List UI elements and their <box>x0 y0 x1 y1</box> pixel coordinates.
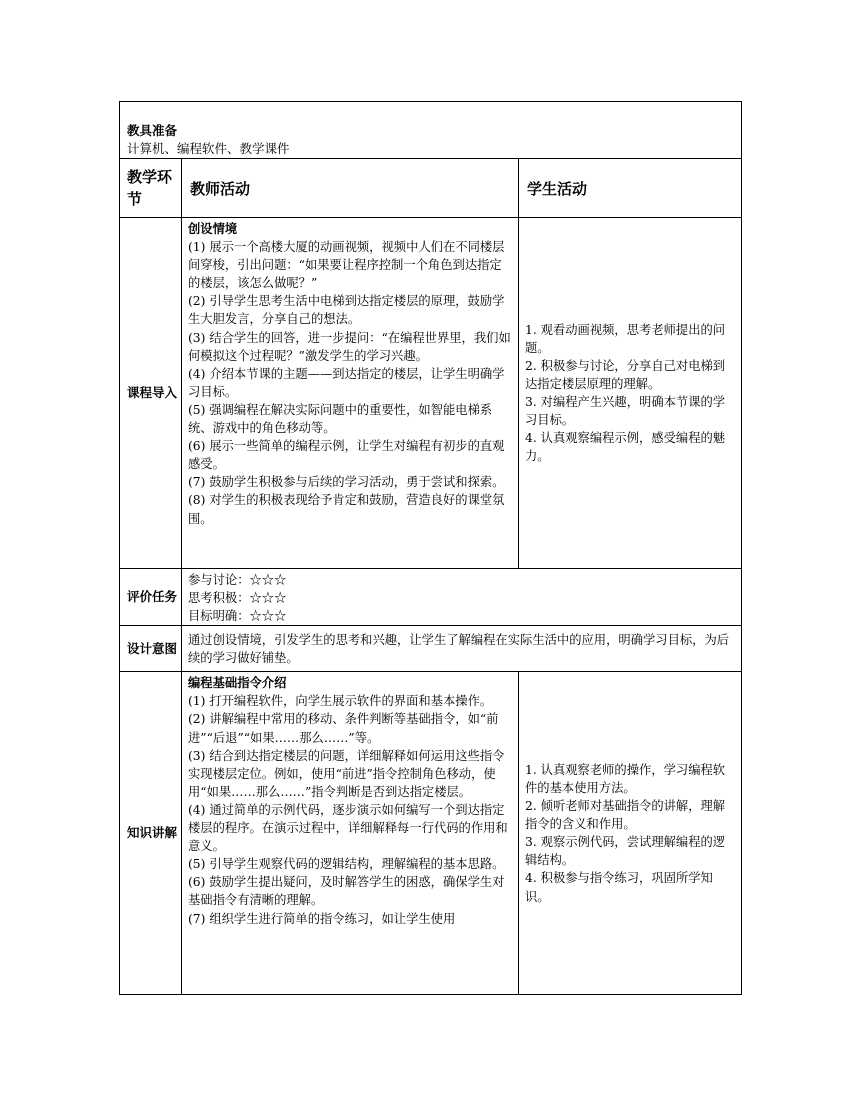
list-item: (8) 对学生的积极表现给予肯定和鼓励，营造良好的课堂氛围。 <box>188 493 505 526</box>
evaluation-cell <box>182 569 742 626</box>
list-item: (3) 结合学生的回答，进一步提问：“在编程世界里，我们如何模拟这个过程呢？”激发学生的学习兴趣。 <box>188 330 511 363</box>
list-item: 目标明确：☆☆☆ <box>188 609 287 624</box>
list-item: 1. 观看动画视频，思考老师提出的问题。 <box>525 322 726 355</box>
header-row <box>120 159 742 218</box>
list-item: (6) 展示一些简单的编程示例，让学生对编程有初步的直观感受。 <box>188 439 505 472</box>
list-item: (5) 强调编程在解决实际问题中的重要性，如智能电梯系统、游戏中的角色移动等。 <box>188 402 493 436</box>
list-item: (7) 鼓励学生积极参与后续的学习活动，勇于尝试和探索。 <box>188 475 505 490</box>
list-item: (3) 结合到达指定楼层的问题，详细解释如何运用这些指令实现楼层定位。例如，使用“前进”指令控制角色移动，使用“如果……那么……”指令判断是否到达指定楼层。 <box>188 748 505 799</box>
intro-student-cell <box>519 218 742 569</box>
design-row <box>120 626 742 672</box>
header-teacher: 教师活动 <box>182 159 519 218</box>
list-item: (7) 组织学生进行简单的指令练习，如让学生使用 <box>188 911 456 926</box>
intro-row <box>120 218 742 569</box>
lesson-plan <box>119 101 741 995</box>
list-item: 参与讨论：☆☆☆ <box>188 573 287 587</box>
evaluation-label: 评价任务 <box>120 569 182 626</box>
list-item: (6) 鼓励学生提出疑问，及时解答学生的困惑，确保学生对基础指令有清晰的理解。 <box>188 875 505 908</box>
list-item: 3. 对编程产生兴趣，明确本节课的学习目标。 <box>525 395 726 428</box>
list-item: 1. 认真观察老师的操作，学习编程软件的基本使用方法。 <box>525 762 726 795</box>
header-section: 教学环节 <box>120 159 182 218</box>
list-item: (4) 介绍本节课的主题——到达指定的楼层，让学生明确学习目标。 <box>188 366 505 399</box>
list-item: 2. 倾听老师对基础指令的讲解，理解指令的含义和作用。 <box>525 799 726 832</box>
evaluation-row <box>120 569 742 626</box>
knowledge-student-cell <box>519 672 742 995</box>
header-student: 学生活动 <box>519 159 742 218</box>
knowledge-teacher-cell <box>182 672 519 995</box>
list-item: (4) 通过简单的示例代码，逐步演示如何编写一个到达指定楼层的程序。在演示过程中，详细解释每一行代码的作用和意义。 <box>188 802 508 854</box>
intro-teacher-cell <box>182 218 519 569</box>
design-cell <box>182 626 742 672</box>
list-item: (1) 展示一个高楼大厦的动画视频，视频中人们在不同楼层间穿梭，引出问题：“如果要让程序控制一个角色到达指定的楼层，该怎么做呢？” <box>188 240 505 291</box>
list-item: 3. 观察示例代码，尝试理解编程的逻辑结构。 <box>525 835 726 868</box>
prep-content: 计算机、编程软件、教学课件 <box>127 141 290 156</box>
lesson-plan-table <box>119 101 742 995</box>
knowledge-row <box>120 672 742 995</box>
knowledge-label: 知识讲解 <box>120 672 182 995</box>
list-item: (2) 引导学生思考生活中电梯到达指定楼层的原理，鼓励学生大胆发言，分享自己的想法。 <box>188 294 505 327</box>
list-item: (5) 引导学生观察代码的逻辑结构，理解编程的基本思路。 <box>188 857 505 872</box>
design-content: 通过创设情境，引发学生的思考和兴趣，让学生了解编程在实际生活中的应用，明确学习目标，为后续的学习做好铺垫。 <box>188 633 730 666</box>
list-item: (1) 打开编程软件，向学生展示软件的界面和基本操作。 <box>188 694 493 709</box>
list-item: 4. 积极参与指令练习，巩固所学知识。 <box>525 871 713 904</box>
list-item: (2) 讲解编程中常用的移动、条件判断等基础指令，如“前进”“后退”“如果……那么……”等。 <box>188 712 499 745</box>
intro-title: 创设情境 <box>188 222 238 236</box>
prep-title: 教具准备 <box>127 123 178 138</box>
knowledge-title: 编程基础指令介绍 <box>188 676 287 691</box>
list-item: 思考积极：☆☆☆ <box>188 591 287 606</box>
list-item: 2. 积极参与讨论，分享自己对电梯到达指定楼层原理的理解。 <box>525 358 726 391</box>
intro-label: 课程导入 <box>120 218 182 569</box>
list-item: 4. 认真观察编程示例，感受编程的魅力。 <box>525 431 726 464</box>
prep-row <box>120 102 742 159</box>
design-label: 设计意图 <box>120 626 182 672</box>
prep-cell <box>120 102 742 159</box>
